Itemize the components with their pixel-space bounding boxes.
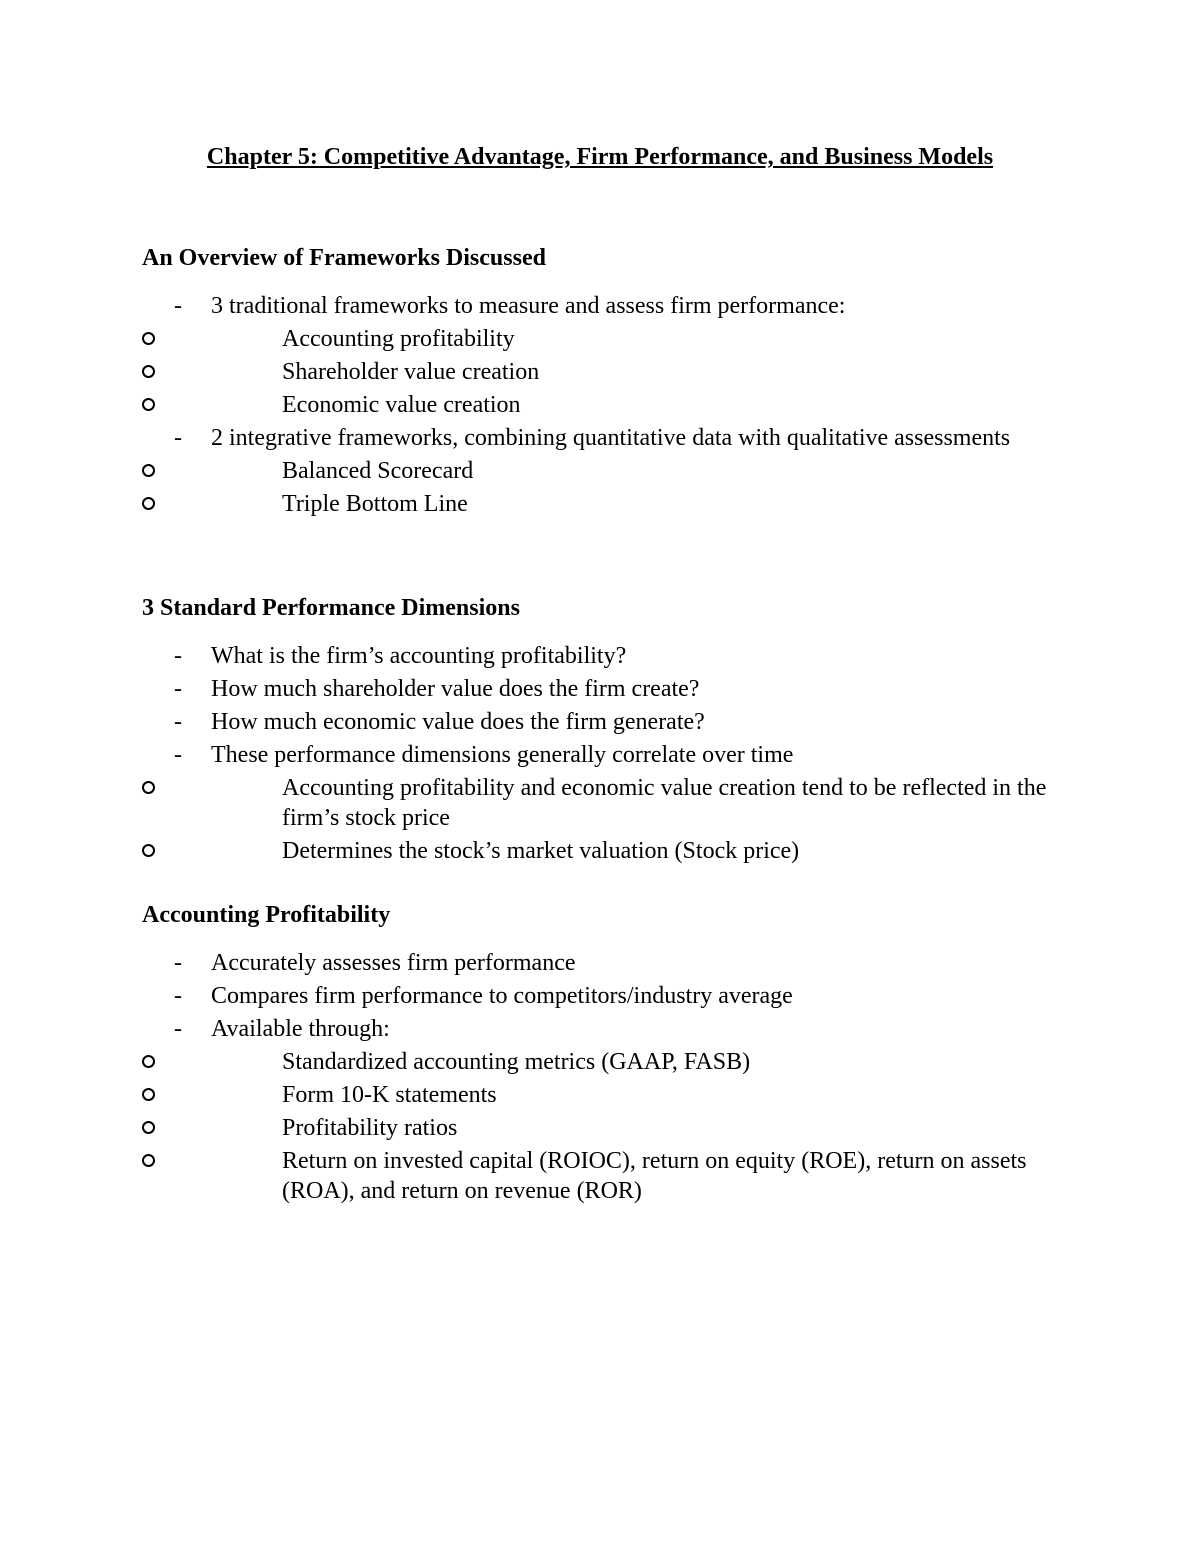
- circle-bullet-icon: [142, 844, 155, 857]
- section-accounting-profitability: [142, 900, 1062, 1209]
- list-item: [142, 641, 1062, 671]
- dash-bullet-icon: -: [174, 983, 182, 1009]
- dash-bullet-icon: -: [174, 643, 182, 669]
- list-item-text: Available through:: [211, 1016, 390, 1042]
- sub-list-item: [140, 489, 1062, 519]
- circle-bullet-icon: [142, 365, 155, 378]
- sub-list-item-text: Determines the stock’s market valuation (Stock price): [282, 838, 800, 864]
- list-item-text: These performance dimensions generally correlate over time: [211, 742, 794, 768]
- sub-bullet-list: [211, 456, 1062, 519]
- sub-list-item-text: Accounting profitability and economic value creation tend to be reflected in the firm’s stock price: [282, 775, 1047, 831]
- section-heading: 3 Standard Performance Dimensions: [142, 595, 520, 621]
- sub-list-item: [140, 836, 1062, 866]
- circle-bullet-icon: [142, 781, 155, 794]
- circle-bullet-icon: [142, 1055, 155, 1068]
- list-item: [142, 423, 1062, 519]
- section-frameworks-overview: [142, 243, 1062, 522]
- list-item-text: How much shareholder value does the firm create?: [211, 676, 700, 702]
- circle-bullet-icon: [142, 497, 155, 510]
- list-item-text: 3 traditional frameworks to measure and assess firm performance:: [211, 293, 846, 319]
- sub-list-item-text: Return on invested capital (ROIOC), return on equity (ROE), return on assets (ROA), and return on revenue (ROR): [282, 1148, 1027, 1204]
- bullet-list: [142, 291, 1062, 519]
- list-item: [142, 1014, 1062, 1206]
- list-item: [142, 674, 1062, 704]
- sub-list-item: [140, 456, 1062, 486]
- sub-list-item: [140, 357, 1062, 387]
- list-item: [142, 948, 1062, 978]
- section-heading: An Overview of Frameworks Discussed: [142, 245, 546, 271]
- sub-list-item: [140, 773, 1062, 833]
- sub-list-item-text: Balanced Scorecard: [282, 458, 474, 484]
- bullet-list: [142, 641, 1062, 866]
- dash-bullet-icon: -: [174, 742, 182, 768]
- circle-bullet-icon: [142, 464, 155, 477]
- list-item-text: What is the firm’s accounting profitability?: [211, 643, 627, 669]
- dash-bullet-icon: -: [174, 950, 182, 976]
- dash-bullet-icon: -: [174, 1016, 182, 1042]
- dash-bullet-icon: -: [174, 709, 182, 735]
- section-performance-dimensions: [142, 593, 1062, 869]
- sub-list-item-text: Shareholder value creation: [282, 359, 540, 385]
- sub-list-item-text: Standardized accounting metrics (GAAP, FASB): [282, 1049, 751, 1075]
- circle-bullet-icon: [142, 1121, 155, 1134]
- list-item: [142, 981, 1062, 1011]
- list-item-text: 2 integrative frameworks, combining quantitative data with qualitative assessments: [211, 425, 1011, 451]
- circle-bullet-icon: [142, 398, 155, 411]
- list-item-text: How much economic value does the firm generate?: [211, 709, 705, 735]
- dash-bullet-icon: -: [174, 676, 182, 702]
- dash-bullet-icon: -: [174, 425, 182, 451]
- sub-list-item-text: Economic value creation: [282, 392, 521, 418]
- sub-bullet-list: [211, 324, 1062, 420]
- sub-list-item-text: Form 10-K statements: [282, 1082, 497, 1108]
- list-item-text: Accurately assesses firm performance: [211, 950, 576, 976]
- sub-list-item: [140, 1146, 1062, 1206]
- sub-bullet-list: [211, 1047, 1062, 1206]
- sub-list-item-text: Profitability ratios: [282, 1115, 458, 1141]
- sub-list-item: [140, 1080, 1062, 1110]
- sub-list-item-text: Triple Bottom Line: [282, 491, 468, 517]
- circle-bullet-icon: [142, 332, 155, 345]
- sub-list-item: [140, 1113, 1062, 1143]
- sub-bullet-list: [211, 773, 1062, 866]
- list-item-text: Compares firm performance to competitors/industry average: [211, 983, 793, 1009]
- bullet-list: [142, 948, 1062, 1206]
- dash-bullet-icon: -: [174, 293, 182, 319]
- sub-list-item-text: Accounting profitability: [282, 326, 515, 352]
- list-item: [142, 291, 1062, 420]
- circle-bullet-icon: [142, 1088, 155, 1101]
- list-item: [142, 707, 1062, 737]
- circle-bullet-icon: [142, 1154, 155, 1167]
- list-item: [142, 740, 1062, 866]
- section-heading: Accounting Profitability: [142, 902, 391, 928]
- sub-list-item: [140, 390, 1062, 420]
- sub-list-item: [140, 1047, 1062, 1077]
- sub-list-item: [140, 324, 1062, 354]
- page-title: Chapter 5: Competitive Advantage, Firm Performance, and Business Models: [206, 144, 994, 170]
